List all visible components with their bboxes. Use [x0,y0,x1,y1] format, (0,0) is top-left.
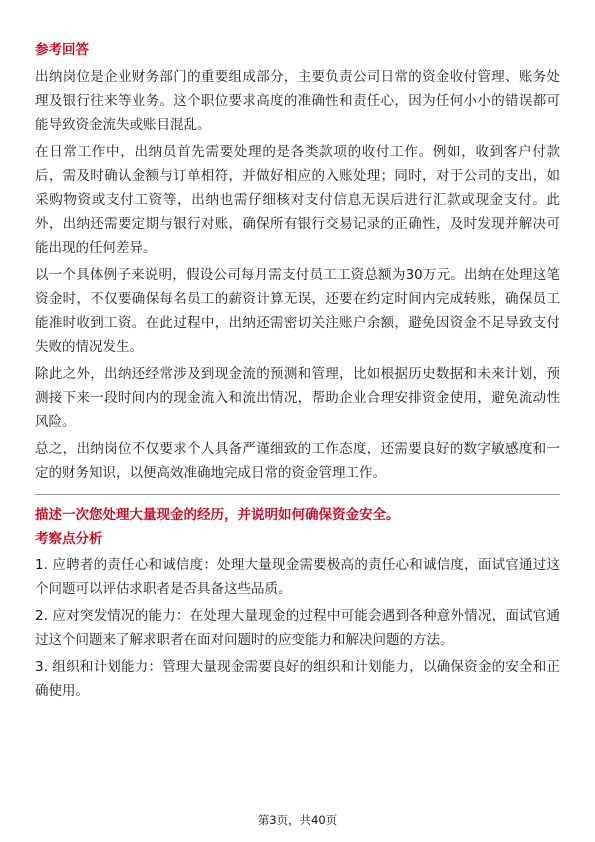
analysis-heading: 考察点分析 [35,531,103,547]
answer-paragraph-1: 出纳岗位是企业财务部门的重要组成部分，主要负责公司日常的资金收付管理、账务处理及银行往来等业务。这个职位要求高度的准确性和责任心，因为任何小小的错误都可能导致资金流失或账目混乱。 [35,69,560,133]
answer-paragraph-4: 除此之外，出纳还经常涉及到现金流的预测和管理，比如根据历史数据和未来计划，预测接下来一段时间内的现金流入和流出情况，帮助企业合理安排资金使用，避免流动性风险。 [35,366,560,430]
page-number: 第3页，共40页 [257,813,338,827]
question-title: 描述一次您处理大量现金的经历，并说明如何确保资金安全。 [35,507,400,523]
analysis-point-3: 3. 组织和计划能力：管理大量现金需要良好的组织和计划能力，以确保资金的安全和正确使用。 [35,659,560,699]
answer-paragraph-5: 总之，出纳岗位不仅要求个人具备严谨细致的工作态度，还需要良好的数字敏感度和一定的财务知识，以便高效准确地完成日常的资金管理工作。 [35,441,560,481]
document-page [35,40,560,706]
analysis-point-2: 2. 应对突发情况的能力：在处理大量现金的过程中可能会遇到各种意外情况，面试官通过这个问题来了解求职者在面对问题时的应变能力和解决问题的方法。 [35,608,560,648]
answer-paragraph-3: 以一个具体例子来说明，假设公司每月需支付员工工资总额为30万元。出纳在处理这笔资金时，不仅要确保每名员工的薪资计算无误，还要在约定时间内完成转账，确保员工能准时收到工资。在此过程中，出纳还需密切关注账户余额，避免因资金不足导致支付失败的情况发生。 [35,267,560,355]
answer-heading: 参考回答 [35,42,89,58]
answer-paragraph-2: 在日常工作中，出纳员首先需要处理的是各类款项的收付工作。例如，收到客户付款后，需及时确认金额与订单相符，并做好相应的入账处理；同时，对于公司的支出，如采购物资或支付工资等，出纳也需仔细核对支付信息无误后进行汇款或现金支付。此外，出纳还需要定期与银行对账，确保所有银行交易记录的正确性，及时发现并解决可能出现的任何差异。 [35,144,560,256]
section-divider [35,494,560,495]
analysis-point-1: 1. 应聘者的责任心和诚信度：处理大量现金需要极高的责任心和诚信度，面试官通过这个问题可以评估求职者是否具备这些品质。 [35,557,560,597]
